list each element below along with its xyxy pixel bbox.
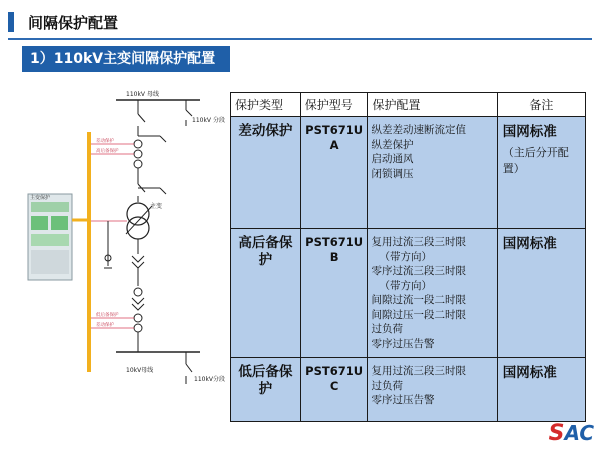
function-line: （带方向） (379, 250, 432, 263)
function-line: 纵差保护 (371, 138, 414, 151)
row-note-sub: （主后分开配置） (502, 146, 569, 175)
ct-group-bottom (134, 314, 142, 332)
ct-group-mid (134, 288, 142, 296)
function-line: 启动通风 (371, 153, 414, 165)
header-model: 保护型号 (300, 93, 368, 117)
single-line-diagram (0, 80, 232, 410)
yellow-bus (87, 132, 91, 372)
function-line: 过负荷 (371, 323, 403, 335)
row-note-text: 国网标准 (502, 236, 557, 252)
row-type: 高后备保护 (231, 229, 301, 358)
protection-cabinet (28, 194, 72, 280)
row-functions (368, 358, 497, 422)
ct-label-4: 差动保护 (96, 323, 114, 328)
function-line: 复用过流三段三时限 (371, 365, 466, 377)
transformer-symbol (126, 203, 152, 239)
function-line: （带方向） (379, 279, 432, 292)
transformer-label: 主变 (150, 203, 163, 210)
title-accent-bar (8, 12, 14, 32)
table-header-row (231, 93, 586, 117)
section-header: 1）110kV主变间隔保护配置 (22, 46, 230, 72)
logo-text: AC (564, 421, 594, 445)
header-config: 保护配置 (368, 93, 497, 117)
function-line: 间隙过流一段二时限 (371, 294, 466, 306)
header-type: 保护类型 (231, 93, 301, 117)
table-row (231, 358, 586, 422)
function-line: 间隙过压一段二时限 (371, 308, 466, 321)
ct-label-1: 差动保护 (96, 139, 114, 144)
row-note (497, 229, 585, 358)
row-note (497, 358, 585, 422)
protection-config-table (230, 92, 586, 422)
ct-group-top (134, 140, 142, 168)
bottom-bus-label: 10kV母线 (126, 367, 154, 374)
row-model (300, 229, 368, 358)
logo-mark: S (548, 421, 565, 446)
row-functions (368, 229, 497, 358)
row-model (300, 358, 368, 422)
row-model (300, 117, 368, 229)
row-functions (368, 117, 497, 229)
page-title: 间隔保护配置 (28, 14, 119, 32)
row-model-text: PST671UA (305, 123, 364, 152)
function-line: 过负荷 (371, 379, 403, 392)
row-model-text: PST671UC (305, 364, 364, 393)
ct-label-3: 低后备保护 (96, 313, 119, 318)
table-row (231, 117, 586, 229)
ct-label-2: 高后备保护 (96, 149, 119, 154)
bottom-branch-label: 110kV分段 (194, 376, 226, 383)
table-row (231, 229, 586, 358)
function-line: 零序过压告警 (371, 394, 435, 406)
row-model-text: PST671UB (305, 235, 364, 264)
row-type: 低后备保护 (231, 358, 301, 422)
row-note-text: 国网标准 (502, 124, 557, 140)
top-branch-label: 110kV 分段 (192, 117, 225, 124)
function-line: 复用过流三段三时限 (371, 236, 466, 248)
row-type: 差动保护 (231, 117, 301, 229)
row-note-text: 国网标准 (502, 365, 557, 381)
top-bus-label: 110kV 母线 (126, 91, 159, 98)
cabinet-label: 主变保护 (30, 195, 51, 201)
row-note (497, 117, 585, 229)
function-line: 零序过压告警 (371, 337, 435, 350)
function-line: 闭锁调压 (371, 167, 414, 180)
header-note: 备注 (497, 93, 585, 117)
company-logo (549, 421, 594, 446)
function-line: 零序过流三段三时限 (371, 265, 466, 277)
title-divider (8, 38, 592, 40)
function-line: 纵差差动速断流定值 (371, 124, 466, 136)
